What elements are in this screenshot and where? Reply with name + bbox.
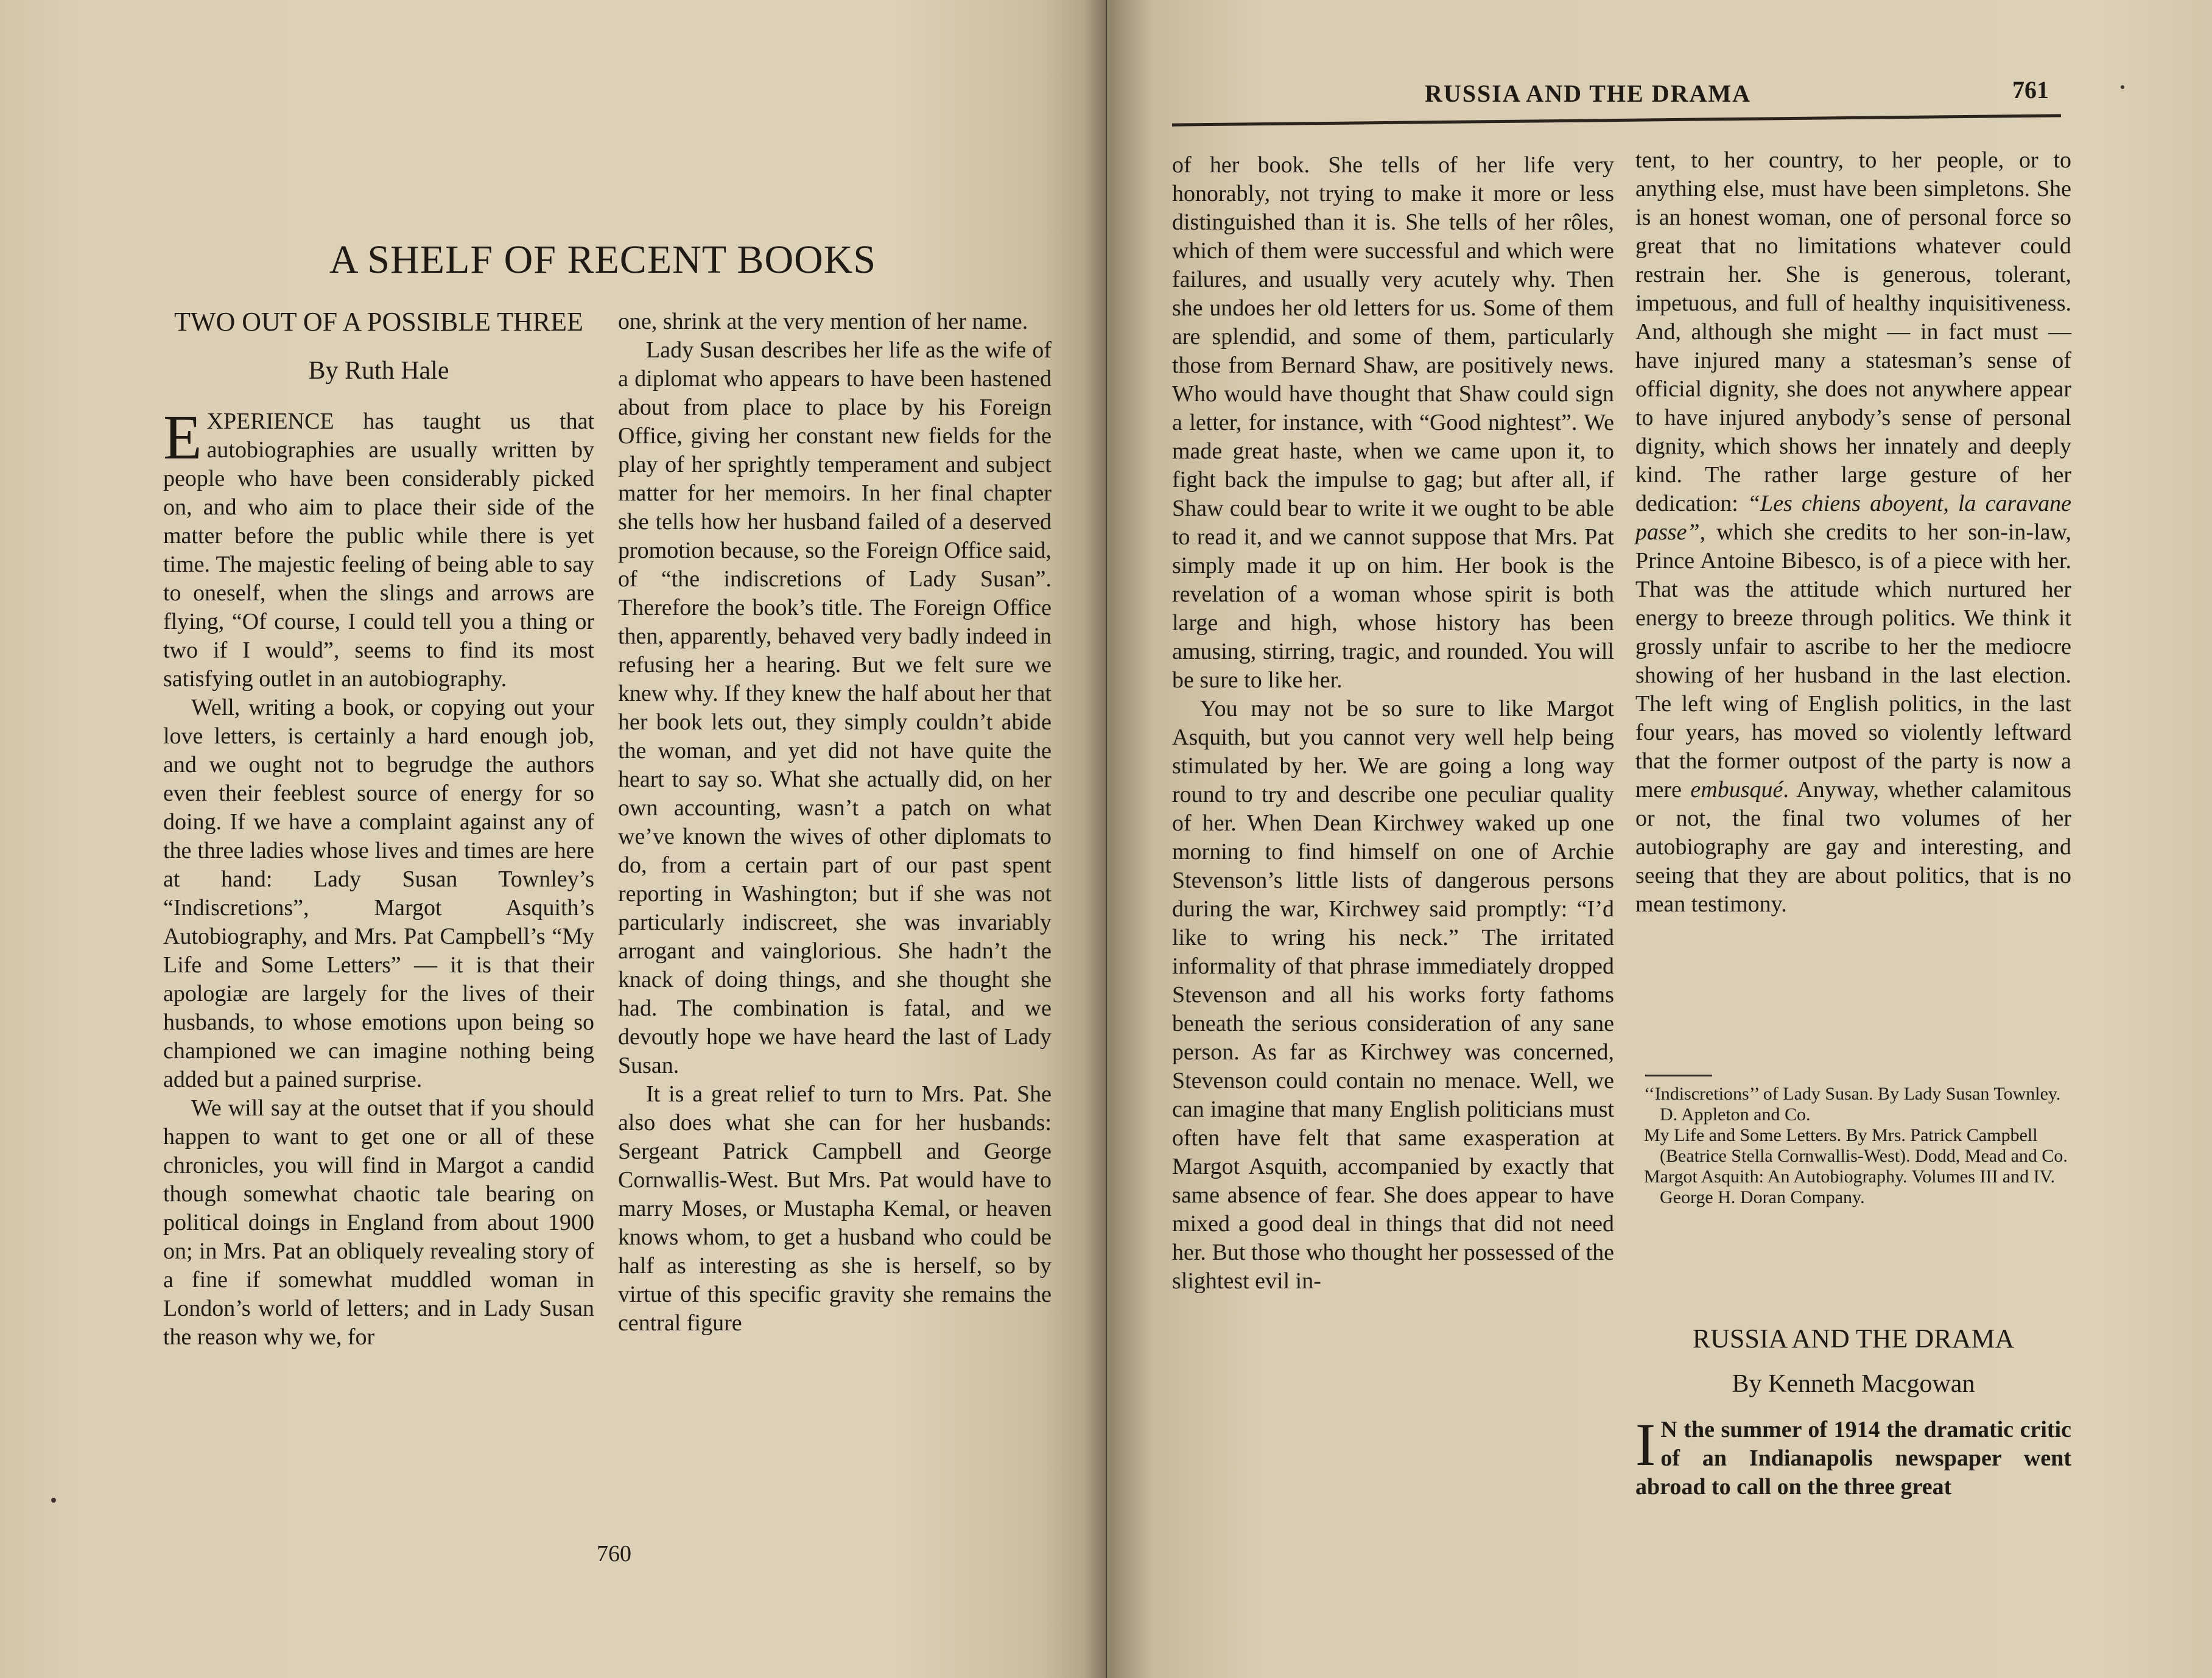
paragraph: tent, to her country, to her people, or to anything else, must have been simpletons. She is an honest woman, one of personal force so great that no limitations whatever could restrain her. She is generous, tolerant, impetuous, and full of healthy inquisitiveness. And, although she might — in fact must — have injured many a statesman’s sense of official dignity, she does not anywhere appear to have injured anybody’s sense of personal dignity, which shows her innately and deeply kind. The rather large gesture of her dedication: “Les chiens aboyent, la caravane passe”, which she credits to her son-in-law, Prince Antoine Bibesco, is of a piece with her. That was the attitude which nurtured her energy to breeze through politics. We think it grossly unfair to ascribe to her the mediocre showing of her husband in the last election. The left wing of English politics, in the last four years, has moved so violently leftward that the former outpost of the party is now a mere embusqué. Anyway, whether calamitous or not, the final two volumes of her autobiography are gay and interesting, and seeing that they are about politics, that is no mean testimony. <box>1635 147 2071 917</box>
dropcap: E <box>163 402 202 472</box>
quoted-dedication: “Les chiens aboyent, la caravane passe” <box>1635 491 2071 545</box>
left-column-2 <box>618 307 1052 1338</box>
dropcap: I <box>1635 1411 1656 1478</box>
footnote: ‘‘Indiscretions’’ of Lady Susan. By Lady Susan Townley. D. Appleton and Co. <box>1644 1084 2061 1125</box>
paragraph-text: N the summer of 1914 the dramatic critic of an Indianapolis newspaper went abroad to call on the three great <box>1635 1417 2071 1500</box>
paragraph: Well, writing a book, or copying out your love letters, is certainly a hard enough job, and we ought not to begrudge the authors even their feeblest source of energy for so doing. If we have a complaint against any of the three ladies whose lives and times are here at hand: Lady Susan Townley’s “Indiscretions”, Margot Asquith’s Autobiography, and Mrs. Pat Campbell’s “My Life and Some Letters” — it is that their apologiæ are largely for the lives of their husbands, to whose emotions upon being so championed we can imagine nothing being added but a pained surprise. <box>163 695 594 1092</box>
paragraph: You may not be so sure to like Margot Asquith, but you cannot very well help being stimulated by her. We are going a long way round to try and describe one peculiar quality of her. When Dean Kirchwey waked up one morning to find himself on one of Archie Stevenson’s little lists of dangerous persons during the war, Kirchwey said promptly: “I’d like to wring his neck.” The irritated informality of that phrase immediately dropped Stevenson and all his works forty fathoms beneath the serious consideration of any sane person. As far as Kirchwey was concerned, Stevenson could contain no menace. Well, we can imagine that many English politicians must often have felt that same exasperation at Margot Asquith, accompanied by exactly that same absence of fear. She does appear to have mixed a good deal in things that did not need her. But those who thought her possessed of the slightest evil in- <box>1172 696 1614 1294</box>
book-footnotes <box>1644 1075 2082 1208</box>
right-column-2 <box>1635 146 2071 919</box>
speck <box>2121 85 2124 89</box>
paragraph: It is a great relief to turn to Mrs. Pat. She also does what she can for her husbands: Sergeant Patrick Campbell and George Cornwallis-West. But Mrs. Pat would have to marry Moses, or Mustapha Kemal, or heaven knows whom, to get a husband who could be half as interesting as she is herself, so by virtue of this specific gravity she remains the central figure <box>618 1081 1052 1336</box>
paragraph-text: XPERIENCE has taught us that autobiographies are usually written by people who have been considerably picked on, and who aim to place their side of the matter before the public while there is yet time. The majestic feeling of being able to say to oneself, when the slings and arrows are flying, “Of course, I could tell you a thing or two if I would”, seems to find its most satisfying outlet in an autobiography. <box>163 409 594 692</box>
byline: By Ruth Hale <box>308 357 449 385</box>
paragraph: Lady Susan describes her life as the wife of a diplomat who appears to have been hastened about from place to place by his Foreign Office, giving her constant new fields for the play of her sprightly temperament and subject matter for her memoirs. In her final chapter she tells how her husband failed of a deserved promotion because, so the Foreign Office said, of “the indiscretions of Lady Susan”. Therefore the book’s title. The Foreign Office then, apparently, behaved very badly indeed in refusing her a hearing. But we felt sure we knew why. If they knew the half about her that her book lets out, they simply couldn’t abide the woman, and yet did not have quite the heart to say so. What she actually did, on her own accounting, wasn’t a patch on what we’ve known the wives of other diplomats to do, from a certain part of our past spent reporting in Washington; but if she was not particularly indiscreet, she was invariably arrogant and vainglorious. She hadn’t the knack of doing things, and she thought she had. The combination is fatal, and we devoutly hope we have heard the last of Lady Susan. <box>618 337 1052 1078</box>
page-title: A SHELF OF RECENT BOOKS <box>329 237 877 283</box>
header-rule <box>1172 114 2061 126</box>
italic-word: embusqué <box>1690 777 1783 802</box>
paragraph: one, shrink at the very mention of her name. <box>618 309 1028 334</box>
section-title: TWO OUT OF A POSSIBLE THREE <box>174 307 583 337</box>
footnote: My Life and Some Letters. By Mrs. Patrick Campbell (Beatrice Stella Cornwallis-West). Dodd, Mead and Co. <box>1644 1125 2068 1166</box>
paragraph: of her book. She tells of her life very honorably, not trying to make it more or less distinguished than it is. She tells of her rôles, which of them were successful and which were failures, and usually very acutely why. Then she undoes her old letters for us. Some of them are splendid, and some of them, particularly those from Bernard Shaw, are positively news. Who would have thought that Shaw could sign a letter, for instance, with “Good nightest”. We made great haste, when we came upon it, to fight back the impulse to gag; but after all, if Shaw could bear to write it we ought to be able to read it, and we cannot suppose that Mrs. Pat simply made it up on him. Her book is the revelation of a woman whose spirit is both large and high, whose history has been amusing, stirring, tragic, and rounded. You will be sure to like her. <box>1172 152 1614 693</box>
page-number: 761 <box>2012 76 2049 104</box>
speck <box>51 1498 56 1503</box>
right-page <box>1107 0 2212 1678</box>
right-column-1 <box>1172 151 1614 1296</box>
section-russia <box>1635 1321 2071 1501</box>
paragraph: We will say at the outset that if you should happen to want to get one or all of these chronicles, you will find in Margot a candid though somewhat chaotic tale bearing on political doings in England from about 1900 on; in Mrs. Pat an obliquely revealing story of a fine if somewhat muddled woman in London’s world of letters; and in Lady Susan the reason why we, for <box>163 1095 594 1350</box>
paragraph <box>163 402 594 693</box>
byline: By Kenneth Macgowan <box>1732 1370 1975 1398</box>
paragraph <box>1635 1411 2071 1501</box>
left-column-1 <box>163 304 594 1352</box>
running-head: RUSSIA AND THE DRAMA <box>1425 80 1752 107</box>
footnote: Margot Asquith: An Autobiography. Volumes III and IV. George H. Doran Company. <box>1644 1167 2055 1207</box>
section-title: RUSSIA AND THE DRAMA <box>1692 1324 2015 1353</box>
footnote-rule <box>1645 1075 1712 1076</box>
page-number: 760 <box>597 1541 631 1567</box>
